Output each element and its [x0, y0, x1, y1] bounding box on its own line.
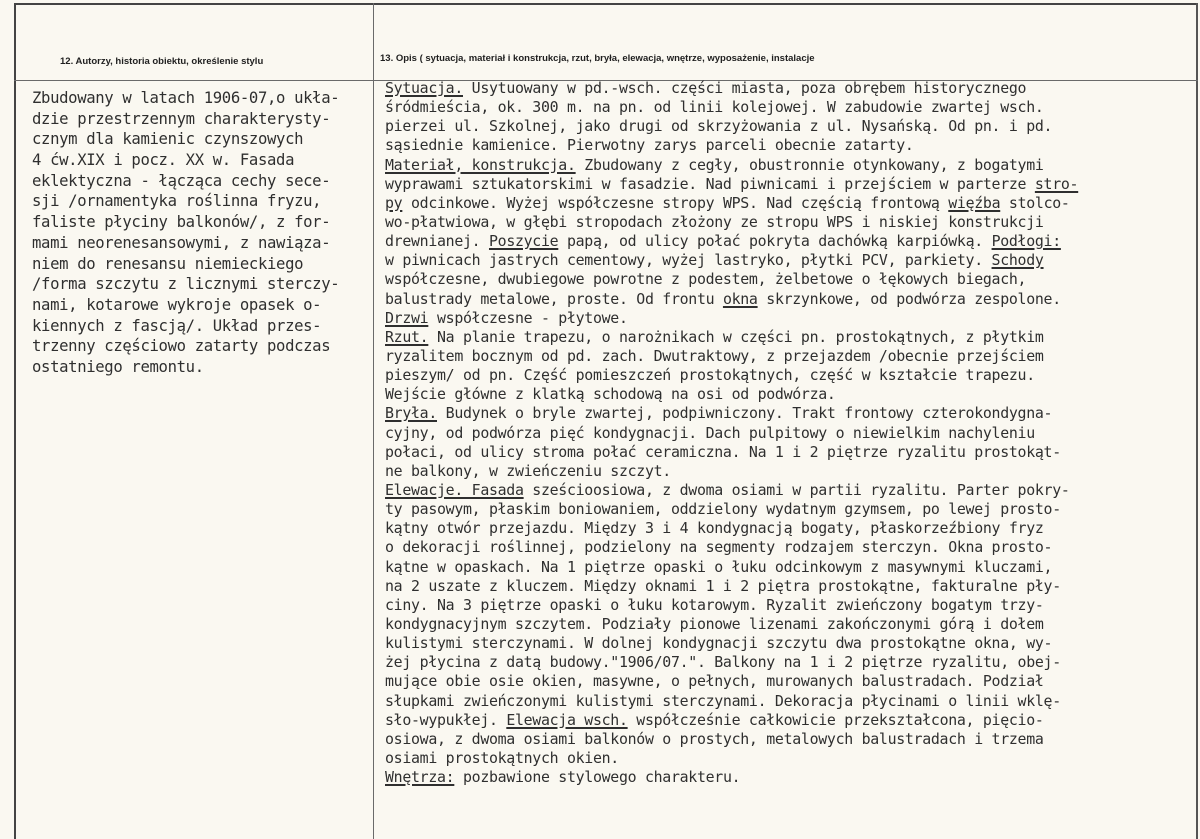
text-segment: Na planie trapezu, o narożnikach w części pn. prostokątnych, z płytkim — [428, 327, 1044, 346]
description-text-line — [385, 79, 1185, 98]
text-segment: kulistymi sterczynami. W dolnej kondygnacji szczytu dwa prostokątne okna, wy- — [385, 634, 1053, 653]
text-segment: o dekoracji roślinnej, podzielony na segmenty rodzajem sterczyn. Okna prosto- — [385, 538, 1053, 557]
description-text-line — [385, 558, 1185, 577]
underlined-heading: Bryła. — [385, 404, 437, 423]
description-text-line — [385, 251, 1185, 270]
text-segment: ciny. Na 3 piętrze opaski o łuku kotarowym. Ryzalit zwieńczony bogatym trzy- — [385, 595, 1044, 614]
description-text-line — [385, 270, 1185, 289]
text-segment: ryzalitem bocznym od pd. zach. Dwutraktowy, z przejazdem /obecnie przejściem — [385, 346, 1044, 365]
section-12-heading: 12. Autorzy, historia obiektu, określenie stylu — [60, 56, 264, 67]
text-segment: kondygnacyjnym szczytem. Podziały pionowe lizenami zakończonymi górą i dołem — [385, 614, 1044, 633]
description-text-line — [385, 232, 1185, 251]
history-text-line: eklektyczna - łącząca cechy sece- — [32, 171, 331, 190]
description-text-line — [385, 462, 1185, 481]
text-segment: pierzei ul. Szkolnej, jako drugi od skrzyżowania z ul. Nysańską. Od pn. i pd. — [385, 117, 1053, 136]
description-text-line — [385, 404, 1185, 423]
description-text-line — [385, 692, 1185, 711]
underlined-heading: Elewacja wsch. — [506, 710, 628, 729]
history-text-line: trzenny częściowo zatarty podczas — [32, 337, 331, 356]
column-divider — [373, 3, 374, 839]
text-segment: kątne w opaskach. Na 1 piętrze opaski o łuku odcinkowym z masywnymi kluczami, — [385, 557, 1053, 576]
text-segment: sześcioosiowa, z dwoma osiami w partii ryzalitu. Parter pokry- — [523, 480, 1070, 499]
history-text-line: faliste płyciny balkonów/, z for- — [32, 213, 331, 232]
description-text-line — [385, 136, 1185, 155]
text-segment: żej płycina z datą budowy."1906/07.". Balkony na 1 i 2 piętrze ryzalitu, obej- — [385, 653, 1061, 672]
underlined-heading: Sytuacja. — [385, 79, 463, 97]
description-text-line — [385, 634, 1185, 653]
description-text-line — [385, 711, 1185, 730]
description-text-line — [385, 328, 1185, 347]
description-text-line — [385, 730, 1185, 749]
underlined-heading: okna — [722, 289, 758, 308]
text-segment: na 2 uszate z kluczem. Między oknami 1 i 2 piętra prostokątne, fakturalne pły- — [385, 576, 1061, 595]
description-text-line — [385, 309, 1185, 328]
description-text-line — [385, 175, 1185, 194]
history-text-line: Zbudowany w latach 1906-07,o ukła- — [32, 89, 340, 107]
description-text-line — [385, 481, 1185, 500]
history-text-line: mami neorenesansowymi, z nawiąza- — [32, 233, 331, 252]
description-text-block — [385, 79, 1185, 787]
description-text-line — [385, 538, 1185, 557]
text-segment: osiowa, z dwoma osiami balkonów o prostych, metalowych balustradach i trzema — [385, 729, 1044, 748]
description-text-line — [385, 749, 1185, 768]
description-text-line — [385, 290, 1185, 309]
description-text-line — [385, 768, 1185, 787]
underlined-heading: Wnętrza: — [385, 768, 455, 787]
text-segment: współcześnie całkowicie przekształcona, pięcio- — [627, 710, 1044, 729]
description-text-line — [385, 213, 1185, 232]
text-segment: połaci, od ulicy stroma połać ceramiczna. Na 1 i 2 piętrze ryzalitu prostokąt- — [385, 442, 1061, 461]
description-text-line — [385, 615, 1185, 634]
text-segment: pieszym/ od pn. Część pomieszczeń prostokątnych, część w kształcie trapezu. — [385, 366, 1035, 385]
text-segment: w piwnicach jastrych cementowy, wyżej lastryko, płytki PCV, parkiety. — [385, 251, 992, 270]
history-text-line: sji /ornamentyka roślinna fryzu, — [32, 192, 322, 211]
text-segment: sło-wypukłej. — [385, 710, 507, 729]
history-text-line: /forma szczytu z licznymi sterczy- — [32, 275, 340, 294]
description-text-line — [385, 653, 1185, 672]
description-text-line — [385, 194, 1185, 213]
text-segment: cyjny, od podwórza pięć kondygnacji. Dach pulpitowy o niewielkim nachyleniu — [385, 423, 1035, 442]
underlined-heading: Schody — [991, 251, 1044, 270]
frame-right-border — [1196, 3, 1198, 839]
underlined-heading: py — [385, 193, 403, 212]
text-segment: Wejście główne z klatką schodową na osi od podwórza. — [385, 385, 836, 404]
underlined-heading: Elewacje. Fasada — [385, 480, 524, 499]
description-text-line — [385, 500, 1185, 519]
text-segment: śródmieścia, ok. 300 m. na pn. od linii kolejowej. W zabudowie zwartej wsch. — [385, 98, 1044, 117]
text-segment: słupkami zwieńczonymi kulistymi sterczynami. Dekoracja płycinami o linii wklę- — [385, 691, 1061, 710]
history-text-block — [32, 88, 368, 378]
history-text-line: kiennych z fascją/. Układ przes- — [32, 316, 322, 335]
description-text-line — [385, 596, 1185, 615]
text-segment: Budynek o bryle zwartej, podpiwniczony. Trakt frontowy czterokondygna- — [437, 404, 1053, 423]
text-segment: drewnianej. — [385, 232, 489, 251]
text-segment: papą, od ulicy połać pokryta dachówką karpiówką. — [558, 232, 992, 251]
underlined-heading: więźba — [948, 193, 1001, 212]
text-segment: współczesne - płytowe. — [428, 308, 628, 327]
text-segment: Zbudowany z cegły, obustronnie otynkowany, z bogatymi — [575, 155, 1044, 174]
history-text-line: cznym dla kamienic czynszowych — [32, 130, 304, 149]
underlined-heading: stro- — [1034, 174, 1079, 193]
description-text-line — [385, 424, 1185, 443]
text-segment: mujące obie osie okien, masywne, o pełnych, murowanych balustradach. Podział — [385, 672, 1044, 691]
description-text-line — [385, 577, 1185, 596]
underlined-heading: Rzut. — [385, 327, 429, 346]
history-text-line: dzie przestrzennym charakterysty- — [32, 109, 331, 128]
history-text-line: nami, kotarowe wykroje opasek o- — [32, 295, 322, 314]
text-segment: sąsiednie kamienice. Pierwotny zarys parceli obecnie zatarty. — [385, 136, 914, 155]
text-segment: odcinkowe. Wyżej współczesne stropy WPS. Nad częścią frontową — [402, 193, 949, 212]
underlined-heading: Podłogi: — [991, 232, 1061, 251]
text-segment: ty pasowym, płaskim boniowaniem, oddzielony wydatnym gzymsem, po lewej prosto- — [385, 500, 1061, 519]
description-text-line — [385, 385, 1185, 404]
description-text-line — [385, 443, 1185, 462]
description-text-line — [385, 347, 1185, 366]
history-text-line: niem do renesansu niemieckiego — [32, 254, 304, 273]
frame-top-border — [14, 3, 1198, 5]
text-segment: balustrady metalowe, proste. Od frontu — [385, 289, 723, 308]
text-segment: stolco- — [1000, 193, 1070, 212]
underlined-heading: Poszycie — [488, 232, 559, 251]
text-segment: pozbawione stylowego charakteru. — [454, 768, 741, 787]
frame-left-border — [14, 3, 16, 839]
text-segment: wyprawami sztukatorskimi w fasadzie. Nad piwnicami i przejściem w parterze — [385, 174, 1035, 193]
description-text-line — [385, 98, 1185, 117]
underlined-heading: Materiał, konstrukcja. — [385, 155, 576, 174]
text-segment: osiami prostokątnych okien. — [385, 748, 619, 767]
history-text-line: 4 ćw.XIX i pocz. XX w. Fasada — [32, 151, 295, 170]
text-segment: wo-płatwiowa, w głębi stropodach złożony ze stropu WPS i niskiej konstrukcji — [385, 212, 1044, 231]
text-segment: kątny otwór przejazdu. Między 3 i 4 kondygnacją bogaty, płaskorzeźbiony fryz — [385, 519, 1044, 538]
description-text-line — [385, 117, 1185, 136]
description-text-line — [385, 519, 1185, 538]
description-text-line — [385, 156, 1185, 175]
text-segment: współczesne, dwubiegowe powrotne z podestem, żelbetowe o łękowych biegach, — [385, 270, 1027, 289]
description-text-line — [385, 672, 1185, 691]
text-segment: skrzynkowe, od podwórza zespolone. — [757, 289, 1061, 308]
description-text-line — [385, 366, 1185, 385]
history-text-line: ostatniego remontu. — [32, 357, 204, 376]
underlined-heading: Drzwi — [385, 308, 429, 327]
text-segment: Usytuowany w pd.-wsch. części miasta, poza obrębem historycznego — [463, 79, 1027, 97]
section-13-heading: 13. Opis ( sytuacja, materiał i konstrukcja, rzut, bryła, elewacja, wnętrze, wyposażenie, instalacje — [380, 53, 815, 64]
text-segment: ne balkony, w zwieńczeniu szczyt. — [385, 461, 671, 480]
